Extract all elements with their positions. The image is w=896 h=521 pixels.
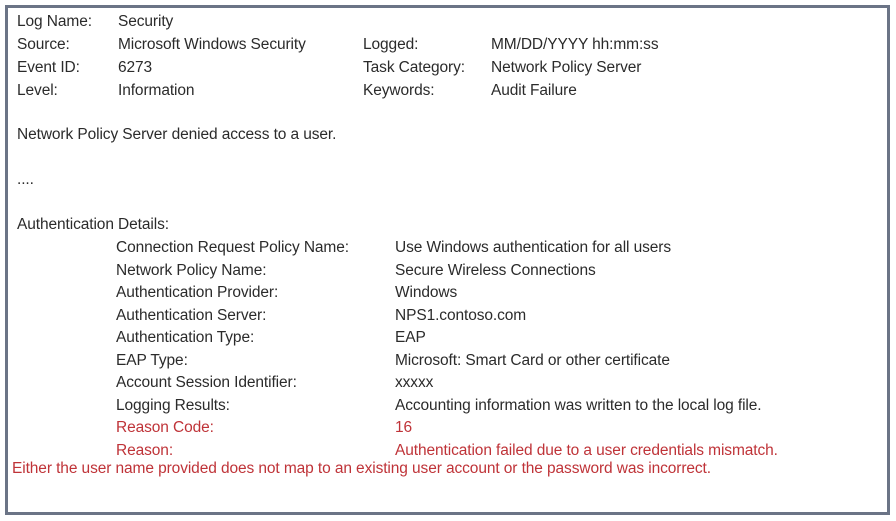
detail-row-network-policy-name [8, 262, 887, 285]
detail-label: Authentication Type: [116, 329, 255, 346]
detail-value: EAP [395, 329, 426, 346]
detail-value: NPS1.contoso.com [395, 306, 527, 324]
detail-label: Network Policy Name: [116, 261, 267, 279]
event-id-label: Event ID: [17, 59, 80, 76]
event-id-value: 6273 [118, 59, 153, 76]
detail-row-eap-type [8, 352, 887, 375]
detail-value: Accounting information was written to the local log file. [395, 396, 762, 414]
detail-label: Reason: [116, 441, 174, 459]
detail-row-authentication-server [8, 307, 887, 330]
detail-value: Use Windows authentication for all users [395, 239, 671, 256]
section-title-authentication-details: Authentication Details: [17, 216, 169, 233]
detail-label: Connection Request Policy Name: [116, 239, 349, 256]
header-row-source [8, 36, 887, 59]
detail-label: EAP Type: [116, 351, 188, 369]
logged-value: MM/DD/YYYY hh:mm:ss [491, 36, 659, 53]
detail-row-authentication-provider [8, 284, 887, 307]
level-label: Level: [17, 82, 58, 99]
detail-row-account-session-identifier [8, 374, 887, 397]
keywords-value: Audit Failure [491, 82, 577, 99]
detail-label: Reason Code: [116, 419, 214, 436]
header-row-log-name [8, 13, 887, 36]
level-value: Information [118, 82, 195, 99]
detail-row-authentication-type [8, 329, 887, 352]
detail-value: 16 [395, 419, 413, 436]
detail-value: Secure Wireless Connections [395, 261, 596, 279]
detail-value: Microsoft: Smart Card or other certificate [395, 351, 670, 369]
header-row-event-id [8, 59, 887, 82]
detail-row-logging-results [8, 397, 887, 420]
detail-row-reason-code [8, 419, 887, 442]
detail-label: Authentication Provider: [116, 284, 279, 301]
detail-value: Windows [395, 284, 458, 301]
header-row-level [8, 82, 887, 105]
detail-label: Account Session Identifier: [116, 374, 297, 391]
source-value: Microsoft Windows Security [118, 36, 306, 53]
error-explanation-text: Either the user name provided does not map to an existing user account or the password was incorrect. [12, 460, 711, 477]
log-name-label: Log Name: [17, 13, 92, 30]
detail-label: Authentication Server: [116, 306, 267, 324]
task-category-value: Network Policy Server [491, 59, 642, 76]
log-name-value: Security [118, 13, 174, 30]
logged-label: Logged: [363, 36, 419, 53]
task-category-label: Task Category: [363, 59, 465, 76]
event-description: Network Policy Server denied access to a user. [17, 126, 337, 143]
ellipsis-text: .... [17, 171, 34, 188]
detail-value: xxxxx [395, 374, 434, 391]
detail-label: Logging Results: [116, 396, 230, 414]
event-log-panel-border [5, 5, 890, 515]
detail-row-connection-request-policy [8, 239, 887, 262]
detail-value: Authentication failed due to a user credentials mismatch. [395, 441, 778, 459]
keywords-label: Keywords: [363, 82, 435, 99]
source-label: Source: [17, 36, 70, 53]
